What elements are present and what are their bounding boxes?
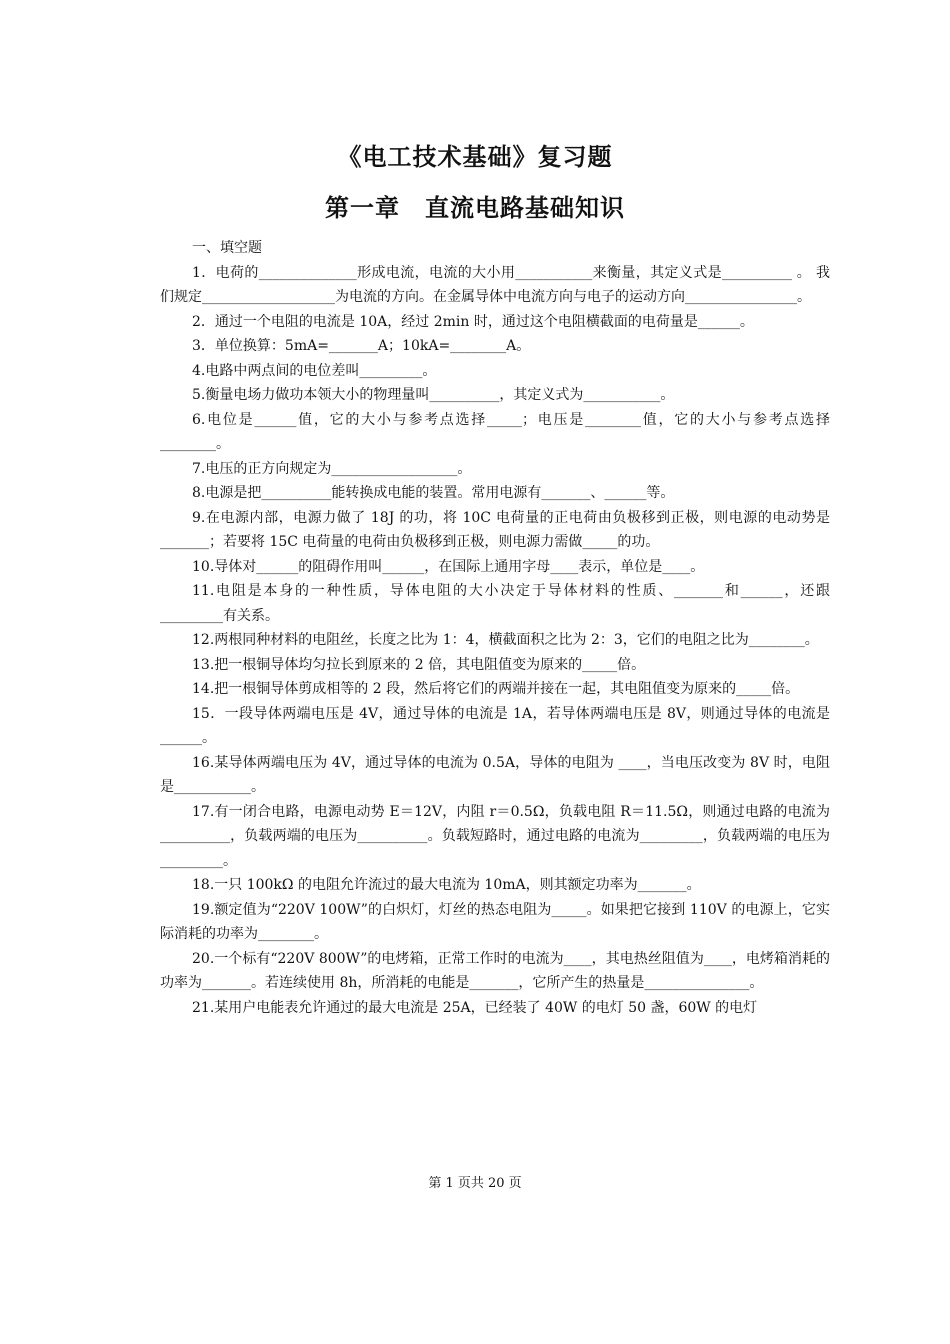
question-14: 14.把一根铜导体剪成相等的 2 段，然后将它们的两端并接在一起，其电阻值变为原来的_____倍。 [192, 681, 800, 697]
document-title: 《电工技术基础》复习题 [337, 143, 613, 171]
section-heading: 一、填空题 [192, 240, 262, 256]
question-20: 20.一个标有“220V 800W”的电烤箱，正常工作时的电流为____，其电热丝阻值为____，电烤箱消耗的功率为_______。若连续使用 8h，所消耗的电能是_______，它所产生的热量是_______________。 [160, 950, 830, 991]
question-1: 1．电荷的______________形成电流，电流的大小用___________来衡量，其定义式是__________ 。 我们规定___________________为电流的方向。在金属导体中电流方向与电子的运动方向________________。 [160, 264, 830, 305]
question-9: 9.在电源内部，电源力做了 18J 的功，将 10C 电荷量的正电荷由负极移到正极，则电源的电动势是_______；若要将 15C 电荷量的电荷由负极移到正极，则电源力需做_____的功。 [160, 509, 830, 550]
question-16: 16.某导体两端电压为 4V，通过导体的电流为 0.5A，导体的电阻为 ____，当电压改变为 8V 时，电阻是___________。 [160, 754, 830, 795]
question-13: 13.把一根铜导体均匀拉长到原来的 2 倍，其电阻值变为原来的_____倍。 [192, 656, 646, 673]
question-12: 12.两根同种材料的电阻丝，长度之比为 1：4，横截面积之比为 2：3，它们的电阻之比为________。 [192, 632, 819, 648]
chapter-title: 第一章 直流电路基础知识 [325, 194, 625, 222]
question-8: 8.电源是把__________能转换成电能的装置。常用电源有_______、______等。 [192, 485, 675, 501]
question-15: 15．一段导体两端电压是 4V，通过导体的电流是 1A，若导体两端电压是 8V，则通过导体的电流是______。 [160, 705, 830, 746]
question-17: 17.有一闭合电路，电源电动势 E＝12V，内阻 r＝0.5Ω，负载电阻 R＝11.5Ω，则通过电路的电流为__________，负载两端的电压为__________。负载短路时，通过电路的电流为_________，负载两端的电压为_________。 [160, 803, 830, 869]
question-11: 11.电阻是本身的一种性质，导体电阻的大小决定于导体材料的性质、_______和______，还跟_________有关系。 [160, 583, 830, 624]
question-6: 6.电位是______值，它的大小与参考点选择_____；电压是________值，它的大小与参考点选择________。 [160, 411, 830, 452]
page-footer: 第 1 页共 20 页 [428, 1176, 522, 1191]
question-4: 4.电路中两点间的电位差叫_________。 [192, 362, 437, 379]
question-2: 2．通过一个电阻的电流是 10A，经过 2min 时，通过这个电阻横截面的电荷量是______。 [192, 313, 754, 330]
question-3: 3．单位换算：5mA=_______A；10kA=________A。 [192, 338, 531, 354]
question-10: 10.导体对______的阻碍作用叫______，在国际上通用字母____表示，单位是____。 [192, 558, 705, 575]
question-7: 7.电压的正方向规定为__________________。 [192, 460, 472, 477]
question-19: 19.额定值为“220V 100W”的白炽灯，灯丝的热态电阻为_____。如果把它接到 110V 的电源上，它实际消耗的功率为________。 [160, 901, 830, 942]
question-21: 21.某用户电能表允许通过的最大电流是 25A，已经装了 40W 的电灯 50 盏，60W 的电灯 [192, 999, 758, 1016]
question-5: 5.衡量电场力做功本领大小的物理量叫__________，其定义式为___________。 [192, 387, 675, 403]
question-18: 18.一只 100kΩ 的电阻允许流过的最大电流为 10mA，则其额定功率为_______。 [192, 877, 701, 893]
question-list [160, 236, 830, 1020]
